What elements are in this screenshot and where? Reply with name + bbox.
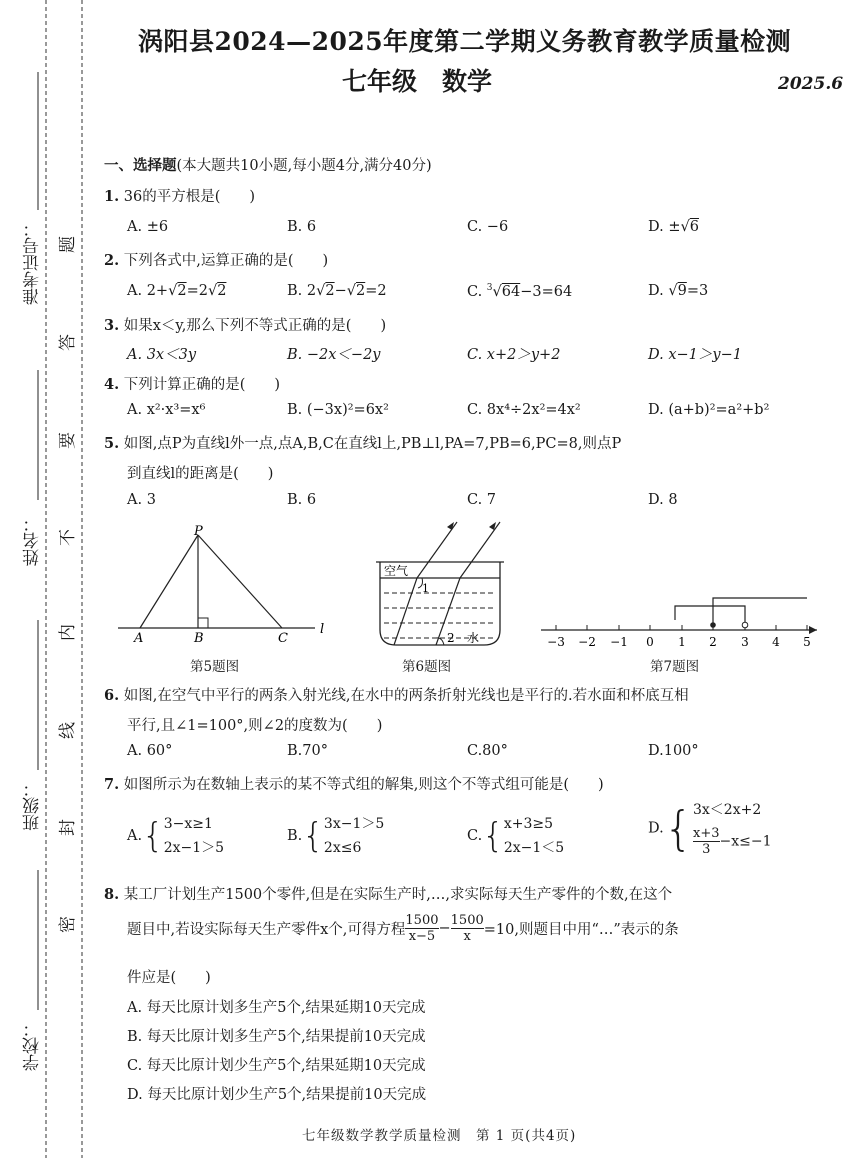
q5-option-a: A. 3 — [127, 492, 156, 508]
question-5 — [104, 432, 621, 453]
inequality: 3x−1＞5 — [323, 816, 385, 832]
seal-char: 不 — [58, 529, 78, 546]
radicand: 2 — [217, 283, 227, 299]
figure-5-caption: 第5题图 — [190, 659, 240, 675]
label-B: B — [194, 631, 204, 646]
seal-char: 答 — [58, 334, 78, 351]
figure-6-cup — [372, 520, 512, 652]
question-number: 6. — [104, 687, 120, 704]
label-P: P — [194, 525, 203, 539]
inequality: 2x−1＞5 — [163, 840, 225, 856]
radicand: 2 — [325, 283, 335, 299]
question-stem: 某工厂计划生产1500个零件,但是在实际生产时,…,求实际每天生产零件的个数,在这个 — [123, 887, 673, 903]
seal-char: 内 — [58, 624, 78, 641]
fraction — [693, 826, 720, 857]
figure-5-triangle — [110, 525, 340, 650]
q3-option-a: A. 3x＜3y — [127, 347, 197, 363]
option-text: =3 — [686, 283, 709, 299]
question-stem: 如果x＜y,那么下列不等式正确的是( ) — [123, 318, 387, 334]
exam-id-label: 准考证号： — [23, 220, 43, 305]
question-6-cont: 平行,且∠1=100°,则∠2的度数为( ) — [127, 718, 383, 734]
numerator: 1500 — [450, 913, 484, 928]
question-5-cont: 到直线l的距离是( ) — [127, 466, 274, 482]
exam-subject: 七年级 数学 — [342, 67, 493, 96]
radicand: 6 — [689, 219, 699, 235]
option-text: D. ± — [648, 219, 681, 235]
radicand: 9 — [677, 283, 687, 299]
q4-option-a: A. x²·x³=x⁶ — [127, 402, 206, 418]
q4-option-c: C. 8x⁴÷2x²=4x² — [467, 402, 581, 418]
q1-option-a: A. ±6 — [127, 219, 169, 235]
q2-option-d: D. √9=3 — [648, 283, 709, 299]
label-l: l — [320, 622, 325, 637]
tick-label: 5 — [803, 635, 811, 649]
question-stem: =10,则题目中用“…”表示的条 — [483, 922, 679, 938]
option-text: B. 2 — [287, 283, 317, 299]
school-label: 学校： — [23, 1020, 43, 1071]
tick-label: −3 — [547, 635, 565, 649]
option-text: A. 2+ — [127, 283, 169, 299]
option-text: D. — [648, 283, 669, 299]
q7-option-c: C.{ x+3≥5 2x−1＜5 — [467, 812, 564, 860]
exam-date: 2025.6 — [778, 74, 844, 94]
inequality: 2x≤6 — [323, 840, 362, 856]
q5-option-b: B. 6 — [287, 492, 317, 508]
q6-option-a: A. 60° — [127, 743, 173, 759]
tick-label: −1 — [610, 635, 628, 649]
inequality: x+3≥5 — [503, 816, 553, 832]
q3-option-d: D. x−1＞y−1 — [648, 347, 742, 363]
q4-option-b: B. (−3x)²=6x² — [287, 402, 389, 418]
option-label: C. — [467, 828, 483, 844]
q1-option-d: D. ±√6 — [648, 219, 699, 235]
water-label: 水 — [467, 631, 480, 645]
question-8-cont — [127, 913, 679, 944]
numerator: x+3 — [693, 826, 720, 841]
figure-7-number-line — [535, 592, 825, 652]
inequality: 3−x≥1 — [163, 816, 213, 832]
question-number: 2. — [104, 252, 120, 269]
option-label: A. — [127, 828, 143, 844]
seal-char: 线 — [58, 722, 78, 739]
denominator: x — [451, 928, 484, 944]
exam-title: 涡阳县2024—2025年度第二学期义务教育教学质量检测 — [138, 27, 792, 56]
q1-option-c: C. −6 — [467, 219, 509, 235]
radicand: 64 — [501, 283, 521, 300]
q1-option-b: B. 6 — [287, 219, 317, 235]
question-stem: 下列计算正确的是( ) — [123, 377, 281, 393]
figure-6-caption: 第6题图 — [402, 659, 452, 675]
q2-option-a: A. 2+√2=2√2 — [127, 283, 227, 299]
fraction — [451, 913, 484, 944]
q8-option-b: B. 每天比原计划多生产5个,结果提前10天完成 — [127, 1029, 426, 1045]
option-text: C. — [467, 283, 487, 300]
q5-option-d: D. 8 — [648, 492, 678, 508]
question-4 — [104, 373, 280, 394]
option-text: −3=64 — [520, 283, 573, 300]
question-number: 4. — [104, 376, 120, 393]
tick-label: −2 — [578, 635, 596, 649]
q8-option-d: D. 每天比原计划少生产5个,结果提前10天完成 — [127, 1087, 427, 1103]
question-3 — [104, 314, 386, 335]
figure-7-caption: 第7题图 — [650, 659, 700, 675]
air-label: 空气 — [384, 564, 409, 578]
question-stem: 如图所示为在数轴上表示的某不等式组的解集,则这个不等式组可能是( ) — [123, 777, 604, 793]
seal-char: 封 — [58, 819, 78, 836]
q2-option-b: B. 2√2−√2=2 — [287, 283, 387, 299]
tick-label: 0 — [646, 635, 654, 649]
tick-label: 1 — [678, 635, 686, 649]
tick-label: 3 — [741, 635, 749, 649]
option-label: D. — [648, 820, 664, 837]
q8-option-c: C. 每天比原计划少生产5个,结果延期10天完成 — [127, 1058, 426, 1074]
q5-option-c: C. 7 — [467, 492, 497, 508]
numerator: 1500 — [405, 913, 439, 928]
q7-option-a: A.{ 3−x≥1 2x−1＞5 — [127, 812, 224, 860]
seal-char: 密 — [58, 916, 78, 933]
question-number: 7. — [104, 776, 120, 793]
question-6 — [104, 684, 689, 705]
question-stem: 题目中,若设实际每天生产零件x个,可得方程 — [127, 922, 406, 938]
label-C: C — [278, 631, 288, 646]
q3-option-c: C. x+2＞y+2 — [467, 347, 561, 363]
q2-option-c: C. $^3$√64−3=64 — [467, 283, 573, 300]
class-label: 班级： — [23, 780, 43, 831]
operator: − — [438, 920, 451, 937]
inequality: 2x−1＜5 — [503, 840, 565, 856]
page-footer: 七年级数学教学质量检测 第 1 页(共4页) — [302, 1128, 577, 1144]
q6-option-c: C.80° — [467, 743, 508, 759]
question-number: 1. — [104, 188, 120, 205]
q8-option-a: A. 每天比原计划多生产5个,结果延期10天完成 — [127, 1000, 426, 1016]
q6-option-d: D.100° — [648, 743, 699, 759]
label-A: A — [134, 631, 144, 646]
question-stem: 下列各式中,运算正确的是( ) — [123, 253, 329, 269]
option-text: =2 — [365, 283, 387, 299]
option-text: =2 — [186, 283, 208, 299]
q7-option-d: D.{ 3x＜2x+2 $\frac{x+3}{3}$ −x≤−1 — [648, 801, 772, 857]
question-stem: 如图,点P为直线l外一点,点A,B,C在直线l上,PB⊥l,PA=7,PB=6,PC=8,则点P — [123, 436, 622, 452]
radicand: 2 — [177, 283, 187, 299]
question-2 — [104, 249, 328, 270]
q4-option-d: D. (a+b)²=a²+b² — [648, 402, 770, 418]
angle-1-label: 1 — [422, 582, 429, 595]
question-1 — [104, 185, 255, 206]
question-number: 8. — [104, 886, 120, 903]
name-label: 姓名： — [23, 515, 43, 566]
q6-option-b: B.70° — [287, 743, 328, 759]
section-note: (本大题共10小题,每小题4分,满分40分) — [176, 158, 432, 174]
angle-2-label: 2 — [447, 631, 455, 645]
radicand: 2 — [356, 283, 366, 299]
section-heading — [104, 154, 432, 175]
question-number: 3. — [104, 317, 120, 334]
q7-option-b: B.{ 3x−1＞5 2x≤6 — [287, 812, 384, 860]
section-title: 一、选择题 — [104, 157, 177, 174]
question-stem: 如图,在空气中平行的两条入射光线,在水中的两条折射光线也是平行的.若水面和杯底互相 — [123, 688, 689, 704]
inequality: −x≤−1 — [719, 833, 772, 850]
question-number: 5. — [104, 435, 120, 452]
option-label: B. — [287, 828, 303, 844]
seal-char: 题 — [58, 236, 78, 253]
fraction — [405, 913, 438, 944]
question-stem: 36的平方根是( ) — [123, 189, 256, 205]
tick-label: 4 — [772, 635, 780, 649]
question-7 — [104, 773, 604, 794]
q3-option-b: B. −2x＜−2y — [287, 347, 381, 363]
denominator: x−5 — [405, 928, 438, 944]
question-8-cont2: 件应是( ) — [127, 970, 211, 986]
binding-strip — [0, 0, 95, 1158]
option-text: − — [334, 283, 347, 299]
root-index: 3 — [486, 283, 493, 293]
seal-char: 要 — [58, 432, 78, 449]
tick-label: 2 — [709, 635, 717, 649]
question-8 — [104, 883, 672, 904]
inequality: 3x＜2x+2 — [693, 802, 762, 818]
denominator: 3 — [693, 841, 720, 857]
